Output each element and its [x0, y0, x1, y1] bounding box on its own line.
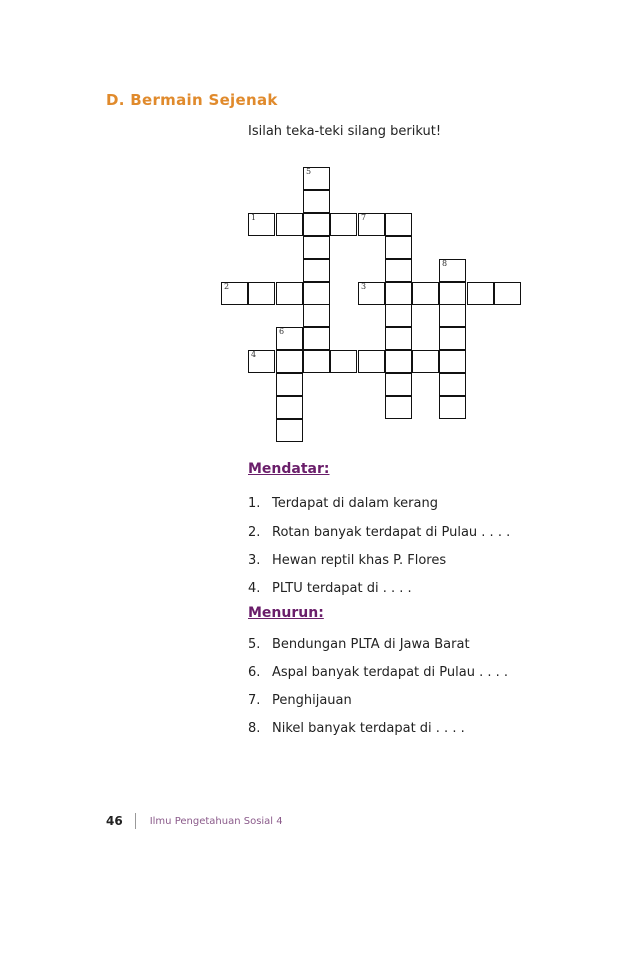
crossword-cell[interactable]	[439, 373, 466, 396]
crossword-cell[interactable]	[303, 167, 330, 190]
crossword-cell[interactable]	[303, 190, 330, 213]
crossword-cell[interactable]	[439, 350, 466, 373]
menurun-heading: Menurun:	[248, 605, 324, 621]
crossword-cell[interactable]	[385, 282, 412, 305]
crossword-cell[interactable]	[303, 213, 330, 236]
crossword-cell[interactable]	[494, 282, 521, 305]
crossword-cell[interactable]	[221, 282, 248, 305]
crossword-cell[interactable]	[276, 213, 303, 236]
crossword-cell[interactable]	[439, 282, 466, 305]
crossword-cell[interactable]	[276, 282, 303, 305]
clue-menurun-5: 5. Bendungan PLTA di Jawa Barat	[248, 637, 470, 652]
crossword-cell[interactable]	[385, 304, 412, 327]
crossword-cell[interactable]	[385, 213, 412, 236]
crossword-cell[interactable]	[467, 282, 494, 305]
crossword-cell[interactable]	[358, 350, 385, 373]
crossword-cell[interactable]	[385, 396, 412, 419]
book-title: Ilmu Pengetahuan Sosial 4	[149, 815, 283, 827]
crossword-cell[interactable]	[276, 350, 303, 373]
crossword-cell[interactable]	[303, 236, 330, 259]
crossword-number: 5	[306, 167, 312, 176]
crossword-cell[interactable]	[276, 396, 303, 419]
footer-divider	[135, 813, 136, 829]
crossword-cell[interactable]	[276, 327, 303, 350]
clue-mendatar-2: 2. Rotan banyak terdapat di Pulau . . . .	[248, 525, 511, 540]
crossword-number: 3	[361, 282, 367, 291]
instruction-text: Isilah teka-teki silang berikut!	[248, 124, 442, 139]
crossword-cell[interactable]	[358, 213, 385, 236]
crossword-cell[interactable]	[276, 373, 303, 396]
crossword-cell[interactable]	[439, 396, 466, 419]
clue-menurun-7: 7. Penghijauan	[248, 693, 352, 708]
clue-mendatar-3: 3. Hewan reptil khas P. Flores	[248, 553, 447, 568]
section-title: D. Bermain Sejenak	[106, 91, 278, 109]
crossword-cell[interactable]	[330, 350, 357, 373]
crossword-cell[interactable]	[358, 282, 385, 305]
crossword-cell[interactable]	[439, 304, 466, 327]
crossword-cell[interactable]	[412, 282, 439, 305]
crossword-number: 6	[279, 327, 285, 336]
crossword-cell[interactable]	[248, 350, 275, 373]
crossword-number: 8	[442, 259, 448, 268]
crossword-cell[interactable]	[248, 213, 275, 236]
clue-menurun-6: 6. Aspal banyak terdapat di Pulau . . . .	[248, 665, 509, 680]
clue-menurun-8: 8. Nikel banyak terdapat di . . . .	[248, 721, 465, 736]
page-footer	[106, 813, 283, 829]
crossword-cell[interactable]	[303, 350, 330, 373]
crossword-cell[interactable]	[303, 282, 330, 305]
page-number: 46	[106, 814, 123, 828]
crossword-cell[interactable]	[385, 350, 412, 373]
crossword-cell[interactable]	[439, 259, 466, 282]
crossword-cell[interactable]	[276, 419, 303, 442]
mendatar-heading: Mendatar:	[248, 461, 330, 477]
crossword-cell[interactable]	[439, 327, 466, 350]
crossword-number: 2	[224, 282, 230, 291]
crossword-cell[interactable]	[412, 350, 439, 373]
clue-mendatar-4: 4. PLTU terdapat di . . . .	[248, 581, 412, 596]
crossword-cell[interactable]	[303, 259, 330, 282]
crossword-cell[interactable]	[303, 327, 330, 350]
crossword-number: 1	[251, 213, 257, 222]
crossword-cell[interactable]	[303, 304, 330, 327]
clue-mendatar-1: 1. Terdapat di dalam kerang	[248, 496, 438, 511]
crossword-cell[interactable]	[385, 373, 412, 396]
crossword-number: 7	[361, 213, 367, 222]
crossword-cell[interactable]	[385, 236, 412, 259]
crossword-cell[interactable]	[248, 282, 275, 305]
crossword-number: 4	[251, 350, 257, 359]
crossword-cell[interactable]	[385, 327, 412, 350]
crossword-cell[interactable]	[385, 259, 412, 282]
crossword-cell[interactable]	[330, 213, 357, 236]
